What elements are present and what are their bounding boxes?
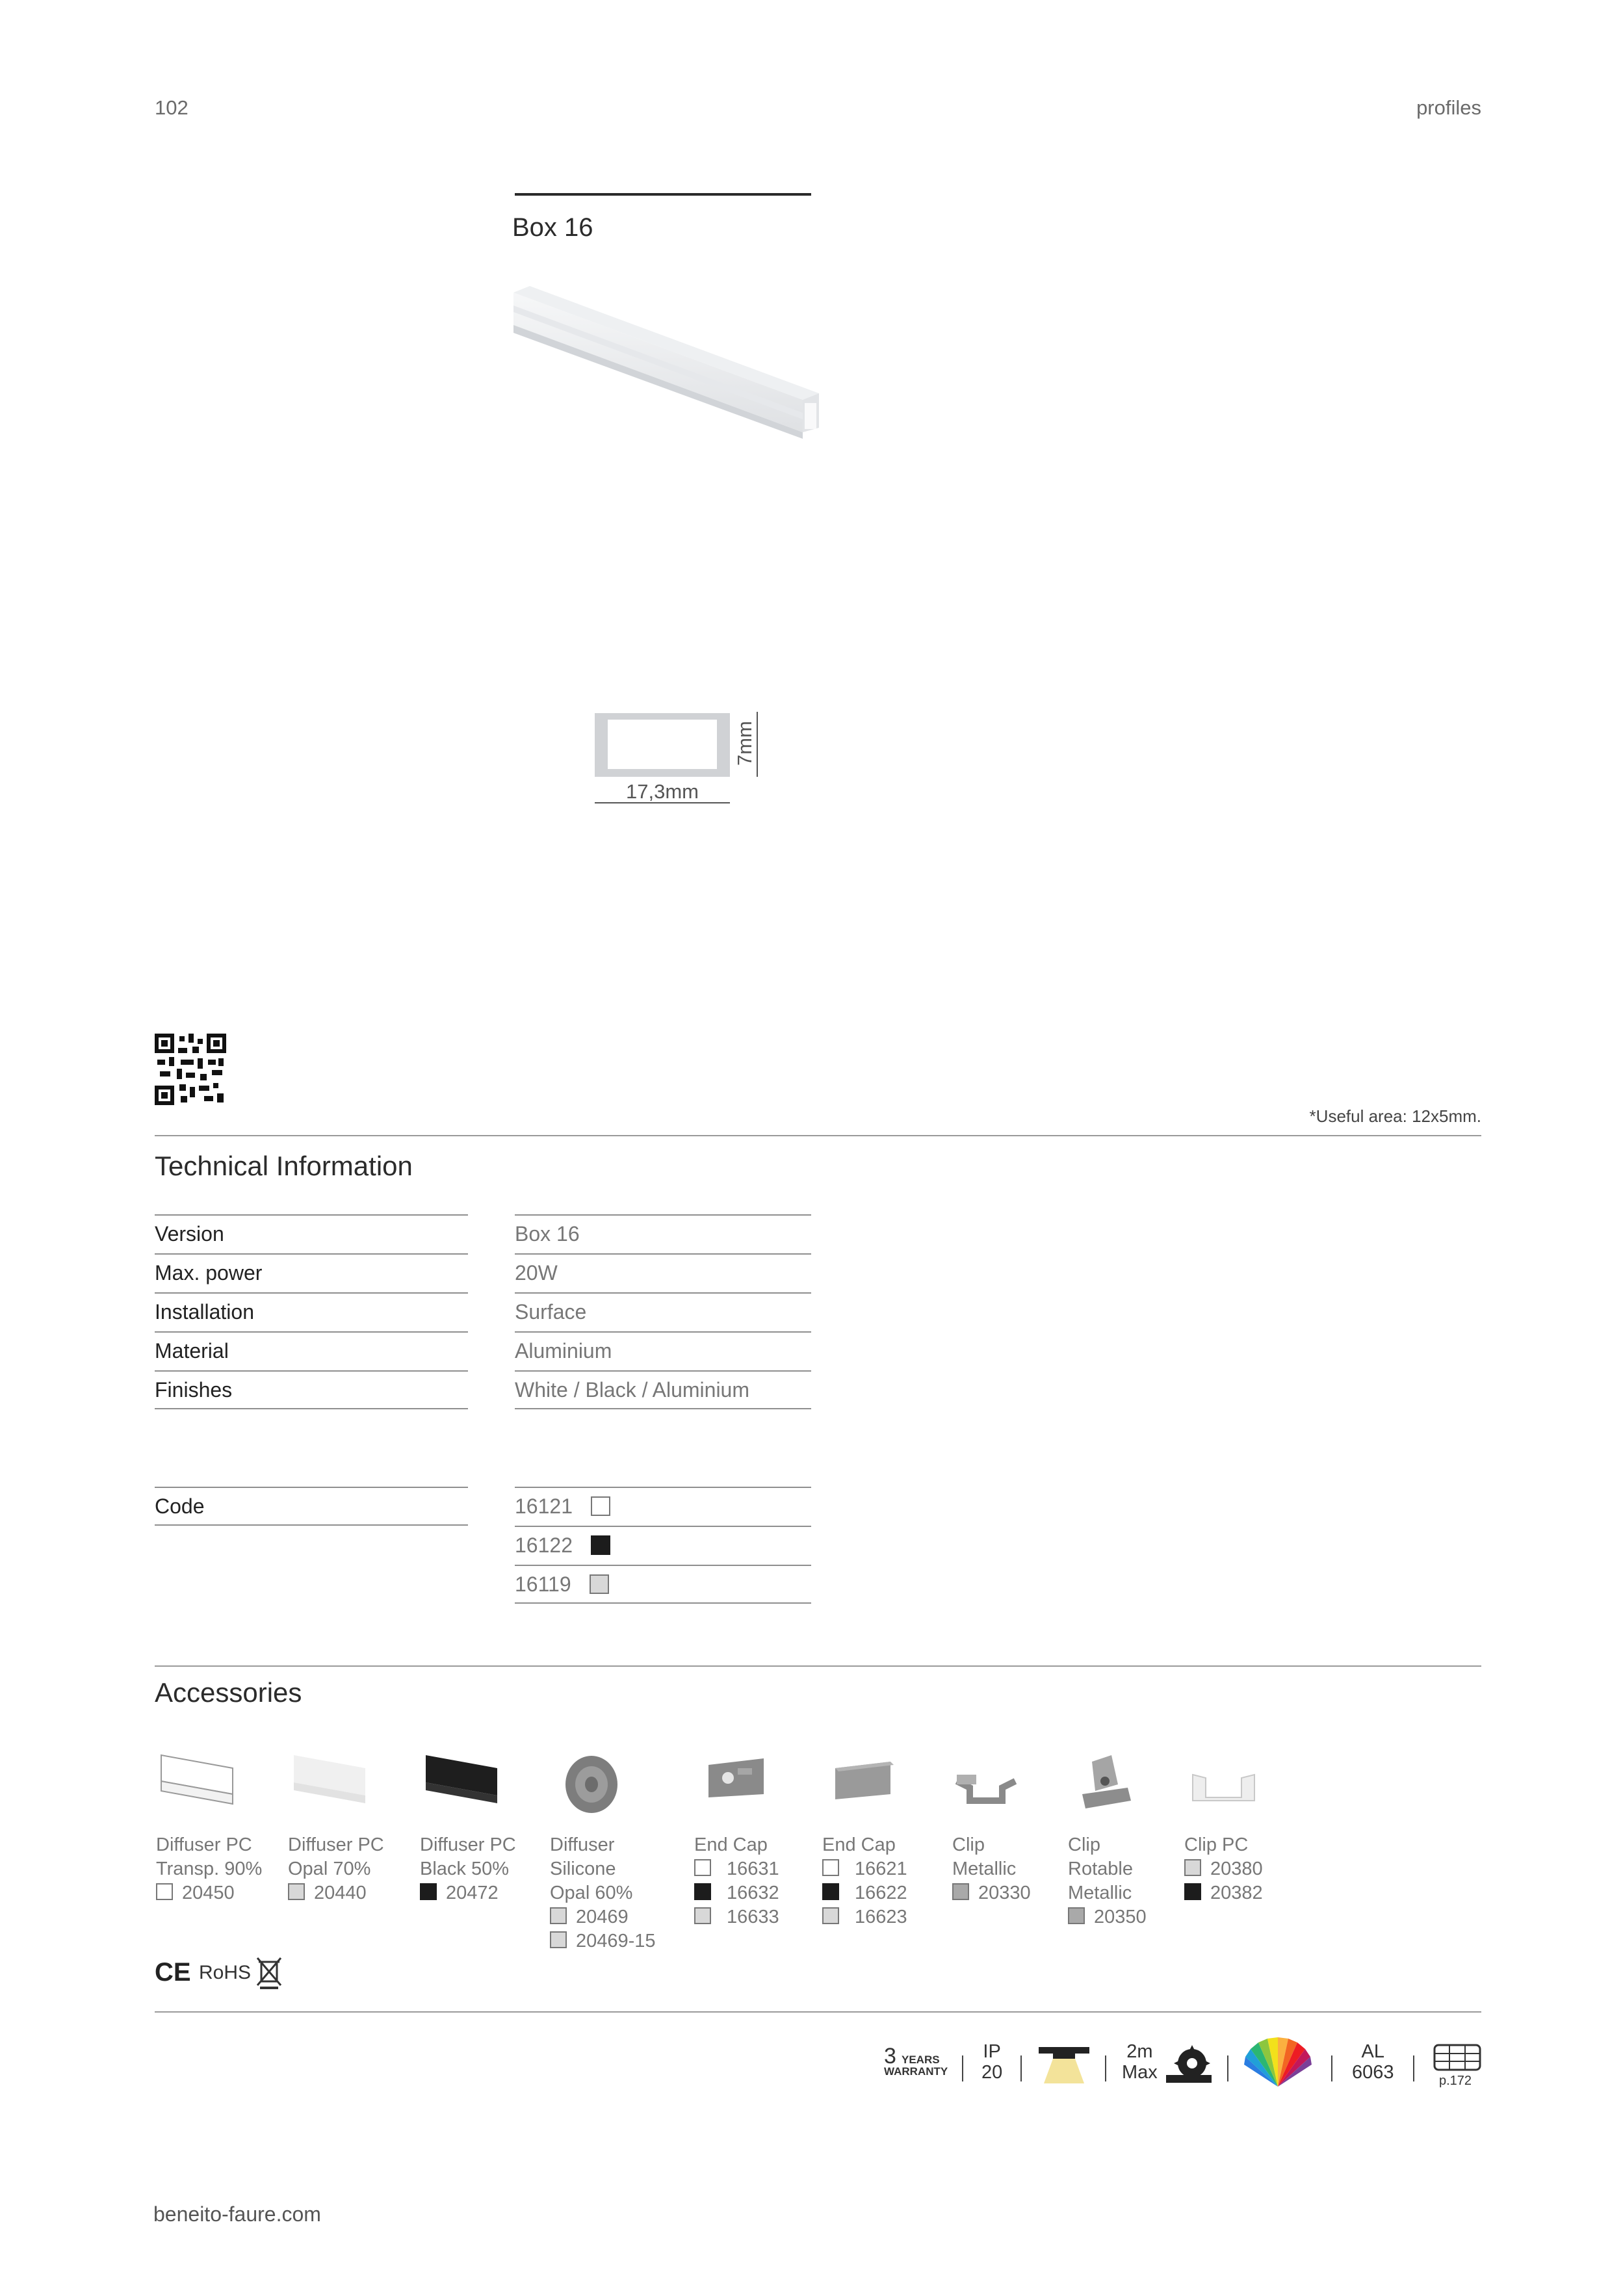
accessory-code: 20382	[1210, 1883, 1263, 1903]
code-value: 16122	[515, 1533, 573, 1557]
finish-swatch-white	[156, 1883, 173, 1900]
accessory-diffuser-opal	[288, 1833, 384, 1905]
accessory-name: Clip PC	[1184, 1834, 1249, 1855]
website-link[interactable]: beneito-faure.com	[153, 2202, 321, 2226]
end-cap-image	[825, 1749, 903, 1820]
accessory-code: 16632	[727, 1883, 779, 1903]
finish-swatch-aluminium	[694, 1907, 711, 1924]
finish-swatch-black	[822, 1883, 839, 1900]
separator	[1331, 2055, 1332, 2081]
finish-swatch-black	[591, 1535, 610, 1555]
accessory-code: 20472	[446, 1883, 499, 1903]
finish-swatch-metallic	[1068, 1907, 1085, 1924]
weee-bin-icon	[255, 1955, 283, 1990]
accessory-name: Diffuser PC	[288, 1834, 384, 1855]
page-number: 102	[155, 96, 188, 119]
finish-swatch-aluminium	[1184, 1859, 1201, 1876]
separator	[1020, 2055, 1022, 2081]
code-value: 16119	[515, 1572, 571, 1596]
code-row	[515, 1487, 811, 1526]
accessory-name: Diffuser PC	[156, 1834, 252, 1855]
warranty-badge	[884, 2044, 948, 2078]
separator	[1413, 2055, 1414, 2081]
accessory-name: Black 50%	[420, 1859, 510, 1879]
accessory-diffuser-transparent	[156, 1833, 262, 1905]
accessory-code: 16633	[727, 1907, 779, 1927]
accessory-code: 16631	[727, 1859, 779, 1879]
accessory-end-cap-b	[822, 1833, 907, 1929]
code-row	[515, 1565, 811, 1604]
alloy-label: AL	[1361, 2041, 1384, 2062]
separator	[1105, 2055, 1106, 2081]
alloy-value: 6063	[1352, 2062, 1394, 2083]
accessory-code: 20440	[314, 1883, 367, 1903]
accessory-name: Metallic	[952, 1859, 1017, 1879]
divider	[155, 2011, 1481, 2013]
surface-mount-light-icon	[1039, 2044, 1089, 2085]
accessories-heading: Accessories	[155, 1677, 302, 1708]
spec-label-finishes: Finishes	[155, 1370, 468, 1409]
diffuser-transparent-image	[155, 1749, 239, 1820]
separator	[1227, 2055, 1228, 2081]
diffuser-opal-image	[287, 1749, 372, 1820]
title-rule	[515, 193, 811, 196]
finish-swatch-white	[591, 1496, 610, 1516]
diffuser-black-image	[419, 1749, 504, 1820]
rohs-label: RoHS	[199, 1962, 252, 1983]
accessory-clip-metallic	[952, 1833, 1031, 1905]
divider	[155, 1135, 1481, 1136]
finish-swatch-aluminium	[550, 1907, 567, 1924]
length-max	[1122, 2041, 1158, 2083]
finish-swatch-white	[822, 1859, 839, 1876]
accessory-name: Opal 60%	[550, 1883, 633, 1903]
technical-info-heading: Technical Information	[155, 1151, 413, 1181]
accessory-name: Diffuser PC	[420, 1834, 516, 1855]
dimension-width: 17,3mm	[626, 780, 699, 803]
cut-saw-icon	[1163, 2041, 1214, 2087]
accessory-end-cap-a	[694, 1833, 779, 1929]
accessory-code: 20330	[978, 1883, 1031, 1903]
accessory-name: Opal 70%	[288, 1859, 371, 1879]
accessory-code: 16623	[855, 1907, 907, 1927]
length-value: 2m	[1126, 2041, 1153, 2062]
accessory-name: Diffuser	[550, 1834, 615, 1855]
finish-swatch-metallic	[952, 1883, 969, 1900]
accessory-code: 16622	[855, 1883, 907, 1903]
accessory-code: 20469-15	[576, 1931, 656, 1951]
accessory-clip-rotable	[1068, 1833, 1147, 1929]
section-name: profiles	[1416, 96, 1481, 119]
end-cap-image	[699, 1749, 777, 1820]
warranty-years: YEARS	[901, 2054, 940, 2066]
separator	[962, 2055, 963, 2081]
divider	[155, 1665, 1481, 1667]
spec-value-max-power: 20W	[515, 1253, 811, 1292]
accessory-code: 20350	[1094, 1907, 1147, 1927]
finish-swatch-black	[694, 1883, 711, 1900]
spec-label-version: Version	[155, 1214, 468, 1253]
color-palette-icon	[1241, 2035, 1314, 2089]
finish-swatch-aluminium	[590, 1574, 609, 1594]
useful-area-note: *Useful area: 12x5mm.	[1309, 1106, 1481, 1126]
ip-label: IP	[983, 2041, 1001, 2062]
length-label: Max	[1122, 2062, 1158, 2083]
accessory-code: 20450	[182, 1883, 235, 1903]
finish-swatch-black	[420, 1883, 437, 1900]
product-title: Box 16	[512, 213, 593, 242]
finish-swatch-white	[694, 1859, 711, 1876]
accessory-diffuser-silicone	[550, 1833, 656, 1953]
accessory-name: Clip	[952, 1834, 985, 1855]
ip-value: 20	[981, 2062, 1003, 2083]
finish-swatch-black	[1184, 1883, 1201, 1900]
dimension-height: 7mm	[733, 721, 756, 766]
rotable-clip-image	[1069, 1749, 1141, 1820]
product-image	[513, 286, 819, 449]
ce-mark: CE	[155, 1958, 191, 1987]
pc-clip-image	[1186, 1749, 1264, 1820]
accessory-code: 20380	[1210, 1859, 1263, 1879]
accessory-name: Clip	[1068, 1834, 1100, 1855]
spec-label-installation: Installation	[155, 1292, 468, 1331]
accessory-name: Metallic	[1068, 1883, 1132, 1903]
accessory-name: Silicone	[550, 1859, 616, 1879]
page-reference-link[interactable]: p.172	[1439, 2074, 1472, 2088]
accessory-clip-pc	[1184, 1833, 1263, 1905]
accessory-name: Rotable	[1068, 1859, 1133, 1879]
silicone-diffuser-roll-image	[559, 1749, 630, 1820]
accessory-name: End Cap	[822, 1834, 896, 1855]
spec-value-installation: Surface	[515, 1292, 811, 1331]
spec-value-material: Aluminium	[515, 1331, 811, 1370]
accessory-diffuser-black	[420, 1833, 516, 1905]
spec-value-finishes: White / Black / Aluminium	[515, 1370, 811, 1409]
finish-swatch-aluminium	[550, 1931, 567, 1948]
alloy-rating	[1352, 2041, 1394, 2083]
accessory-code: 16621	[855, 1859, 907, 1879]
finish-swatch-aluminium	[822, 1907, 839, 1924]
accessory-name: End Cap	[694, 1834, 768, 1855]
warranty-number: 3	[884, 2044, 896, 2068]
spec-label-material: Material	[155, 1331, 468, 1370]
ip-rating	[981, 2041, 1002, 2083]
code-row	[515, 1526, 811, 1565]
warranty-label: WARRANTY	[884, 2065, 948, 2078]
grid-table-icon[interactable]	[1433, 2044, 1481, 2072]
accessory-name: Transp. 90%	[156, 1859, 263, 1879]
spec-label-max-power: Max. power	[155, 1253, 468, 1292]
qr-code[interactable]	[155, 1034, 226, 1105]
finish-swatch-aluminium	[288, 1883, 305, 1900]
metallic-clip-image	[950, 1749, 1022, 1820]
code-value: 16121	[515, 1494, 573, 1518]
code-label: Code	[155, 1487, 468, 1526]
accessory-code: 20469	[576, 1907, 629, 1927]
spec-value-version: Box 16	[515, 1214, 811, 1253]
